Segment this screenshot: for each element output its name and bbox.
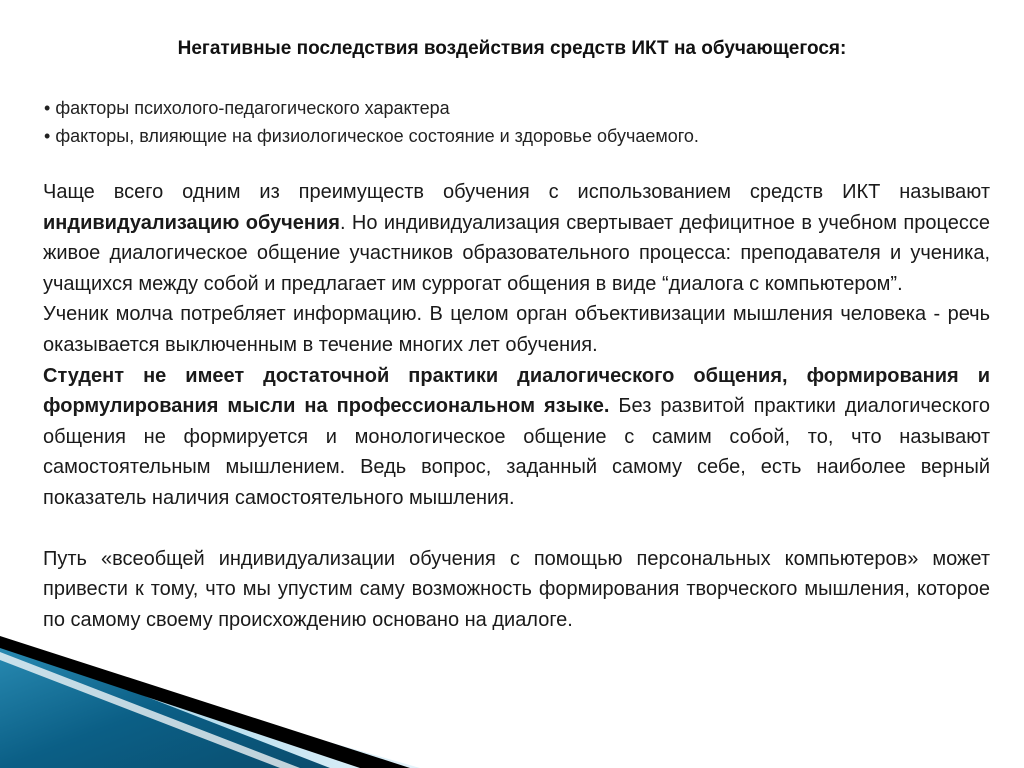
decor-light-wedge (0, 648, 420, 768)
emphasis-text: Студент не имеет достаточной практики диалогического общения, формирования и формулирования мысли на профессиональном языке. (43, 364, 990, 418)
decor-white-stripe (0, 652, 300, 768)
decor-dark-wedge (0, 640, 330, 768)
list-item: • факторы психолого-педагогического характера (44, 94, 994, 122)
paragraph-text: Без развитой практики диалогического общения не формируется и монологическое общение с самим собой, то, что называют самостоятельным мышлением. Ведь вопрос, заданный самому себе, есть наиболее верный показатель наличия самостоятельного мышления. (43, 395, 990, 509)
paragraph-conclusion: Путь «всеобщей индивидуализации обучения с помощью персональных компьютеров» может привести к тому, что мы упустим саму возможность формирования творческого мышления, которое по самому своему происхождению основано на диалоге. (43, 547, 990, 631)
paragraph-text: . Но индивидуализация свертывает дефицитное в учебном процессе живое диалогическое общение участников образовательного процесса: преподавателя и ученика, учащихся между собой и предлагает им суррогат общения в виде “диалога с компьютером”. (43, 211, 990, 295)
paragraph-dialogue-practice (43, 361, 990, 514)
decor-black-stripe (0, 636, 410, 768)
emphasis-text: индивидуализацию обучения (43, 211, 340, 234)
slide-title: Негативные последствия воздействия средств ИКТ на обучающегося: (177, 38, 847, 59)
paragraph-individualization (43, 177, 990, 299)
factors-list (44, 94, 994, 150)
list-item: • факторы, влияющие на физиологическое состояние и здоровье обучаемого. (44, 122, 994, 150)
body-text (43, 177, 990, 635)
paragraph-silent-student: Ученик молча потребляет информацию. В целом орган объективизации мышления человека - речь оказывается выключенным в течение многих лет обучения. (43, 303, 990, 356)
paragraph-text: Чаще всего одним из преимуществ обучения с использованием средств ИКТ называют (43, 181, 990, 203)
